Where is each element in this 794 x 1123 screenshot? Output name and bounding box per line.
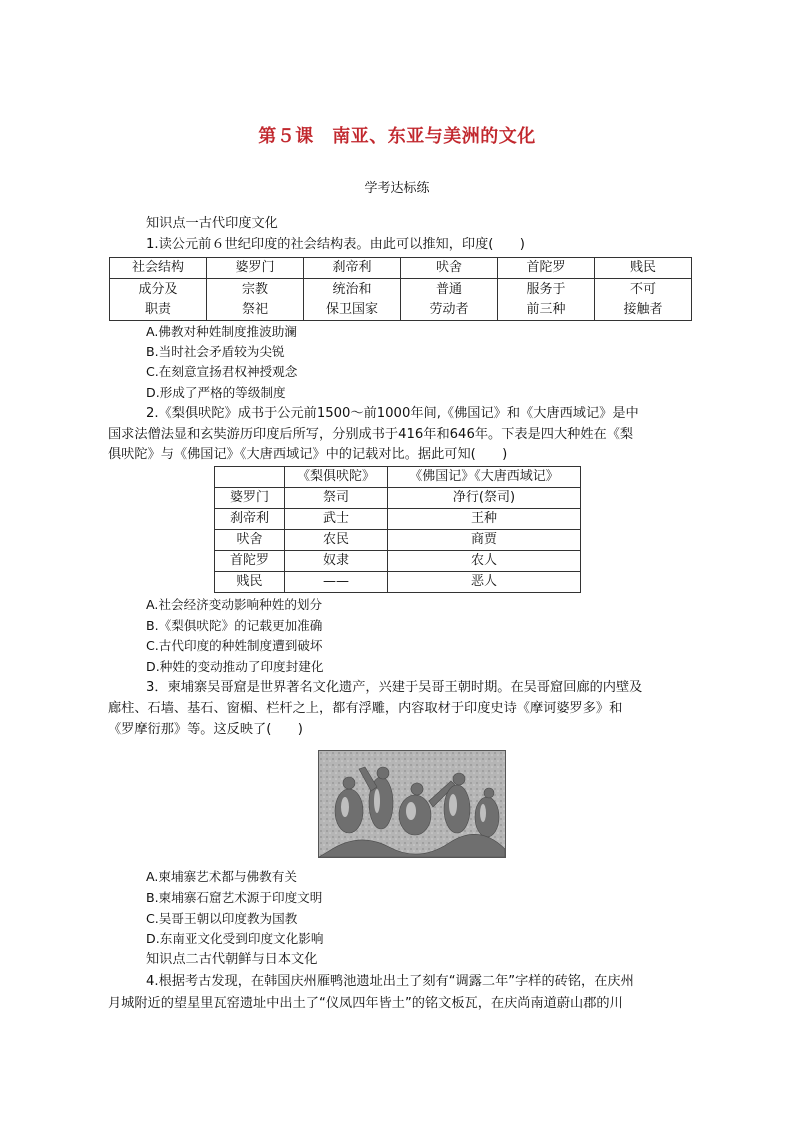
table-cell: —— (285, 572, 388, 593)
table-cell: 刹帝利 (215, 509, 285, 530)
table-cell: 婆罗门 (215, 488, 285, 509)
table-cell: 吠舍 (215, 530, 285, 551)
table-cell: 刹帝利 (304, 258, 401, 279)
table-cell: 婆罗门 (207, 258, 304, 279)
table-row (110, 279, 692, 321)
social-structure-table (109, 257, 692, 321)
table-cell: 《佛国记》《大唐西域记》 (388, 467, 581, 488)
angkor-relief-image (318, 750, 506, 858)
table-cell (207, 279, 304, 321)
table-cell: 社会结构 (110, 258, 207, 279)
option-b[interactable]: B.当时社会矛盾较为尖锐 (146, 344, 285, 359)
cell-line: 接触者 (623, 301, 663, 317)
option-b[interactable]: B.柬埔寨石窟艺术源于印度文明 (146, 890, 323, 905)
question-2-stem-line: 2.《梨俱吠陀》成书于公元前1500～前1000年间,《佛国记》和《大唐西域记》是中 (146, 406, 639, 421)
table-row (215, 509, 581, 530)
table-cell (498, 279, 595, 321)
question-3-stem-line: 《罗摩衍那》等。这反映了( ) (108, 722, 303, 737)
page-title: 第５课 南亚、东亚与美洲的文化 (258, 126, 536, 147)
cell-line: 服务于 (526, 281, 566, 297)
table-row (215, 488, 581, 509)
question-3-stem-line: 廊柱、石墙、基石、窗楣、栏杆之上，都有浮雕，内容取材于印度史诗《摩诃婆罗多》和 (108, 701, 623, 716)
relief-carving-icon (319, 751, 505, 857)
table-header-row (110, 258, 692, 279)
cell-line: 宗教 (241, 281, 268, 297)
cell-line: 前三种 (526, 301, 566, 317)
question-2-stem-line: 俱吠陀》与《佛国记》《大唐西域记》中的记载对比。据此可知( ) (108, 447, 508, 462)
table-cell: 净行(祭司) (388, 488, 581, 509)
option-c[interactable]: C.吴哥王朝以印度教为国教 (146, 911, 298, 926)
cell-line: 职责 (144, 301, 171, 317)
option-c[interactable]: C.在刻意宣扬君权神授观念 (146, 364, 298, 379)
option-c[interactable]: C.古代印度的种姓制度遭到破坏 (146, 638, 323, 653)
table-cell: 武士 (285, 509, 388, 530)
question-4-stem-line: 月城附近的望星里瓦窑遗址中出土了“仪凤四年皆土”的铭文板瓦，在庆尚南道蔚山郡的川 (108, 996, 623, 1011)
question-3-stem-line: 3．柬埔寨吴哥窟是世界著名文化遗产，兴建于吴哥王朝时期。在吴哥窟回廊的内壁及 (146, 680, 643, 695)
table-cell: 祭司 (285, 488, 388, 509)
cell-line: 成分及 (138, 281, 178, 297)
table-row (215, 551, 581, 572)
table-cell (595, 279, 692, 321)
option-b[interactable]: B.《梨俱吠陀》的记载更加准确 (146, 618, 323, 633)
table-row (215, 530, 581, 551)
table-cell: 《梨俱吠陀》 (285, 467, 388, 488)
table-cell: 贱民 (595, 258, 692, 279)
table-cell: 农民 (285, 530, 388, 551)
question-1-stem: 1.读公元前６世纪印度的社会结构表。由此可以推知，印度( ) (146, 237, 525, 252)
knowledge-point-1: 知识点一古代印度文化 (146, 216, 278, 231)
cell-line: 劳动者 (429, 301, 469, 317)
section-subtitle: 学考达标练 (364, 181, 430, 196)
option-a[interactable]: A.社会经济变动影响种姓的划分 (146, 597, 323, 612)
option-a[interactable]: A.柬埔寨艺术都与佛教有关 (146, 869, 297, 884)
knowledge-point-2: 知识点二古代朝鲜与日本文化 (146, 952, 318, 967)
option-d[interactable]: D.形成了严格的等级制度 (146, 385, 286, 400)
option-a[interactable]: A.佛教对种姓制度推波助澜 (146, 324, 297, 339)
cell-line: 不可 (629, 281, 656, 297)
table-cell: 贱民 (215, 572, 285, 593)
table-row (215, 572, 581, 593)
option-d[interactable]: D.种姓的变动推动了印度封建化 (146, 659, 324, 674)
table-cell: 农人 (388, 551, 581, 572)
table-cell (110, 279, 207, 321)
table-cell: 商贾 (388, 530, 581, 551)
table-cell: 恶人 (388, 572, 581, 593)
table-cell: 首陀罗 (215, 551, 285, 572)
caste-comparison-table (214, 466, 581, 593)
cell-line: 统治和 (332, 281, 372, 297)
question-4-stem-line: 4.根据考古发现，在韩国庆州雁鸭池遗址出土了刻有“调露二年”字样的砖铭，在庆州 (146, 974, 634, 989)
option-d[interactable]: D.东南亚文化受到印度文化影响 (146, 931, 324, 946)
question-2-stem-line: 国求法僧法显和玄奘游历印度后所写，分别成书于416年和646年。下表是四大种姓在《梨 (108, 427, 634, 442)
table-header-row (215, 467, 581, 488)
table-cell (401, 279, 498, 321)
table-cell: 奴隶 (285, 551, 388, 572)
table-cell: 王种 (388, 509, 581, 530)
cell-line: 普通 (435, 281, 462, 297)
table-cell: 吠舍 (401, 258, 498, 279)
cell-line: 祭祀 (241, 301, 268, 317)
table-cell (304, 279, 401, 321)
table-cell: 首陀罗 (498, 258, 595, 279)
table-cell (215, 467, 285, 488)
cell-line: 保卫国家 (325, 301, 378, 317)
